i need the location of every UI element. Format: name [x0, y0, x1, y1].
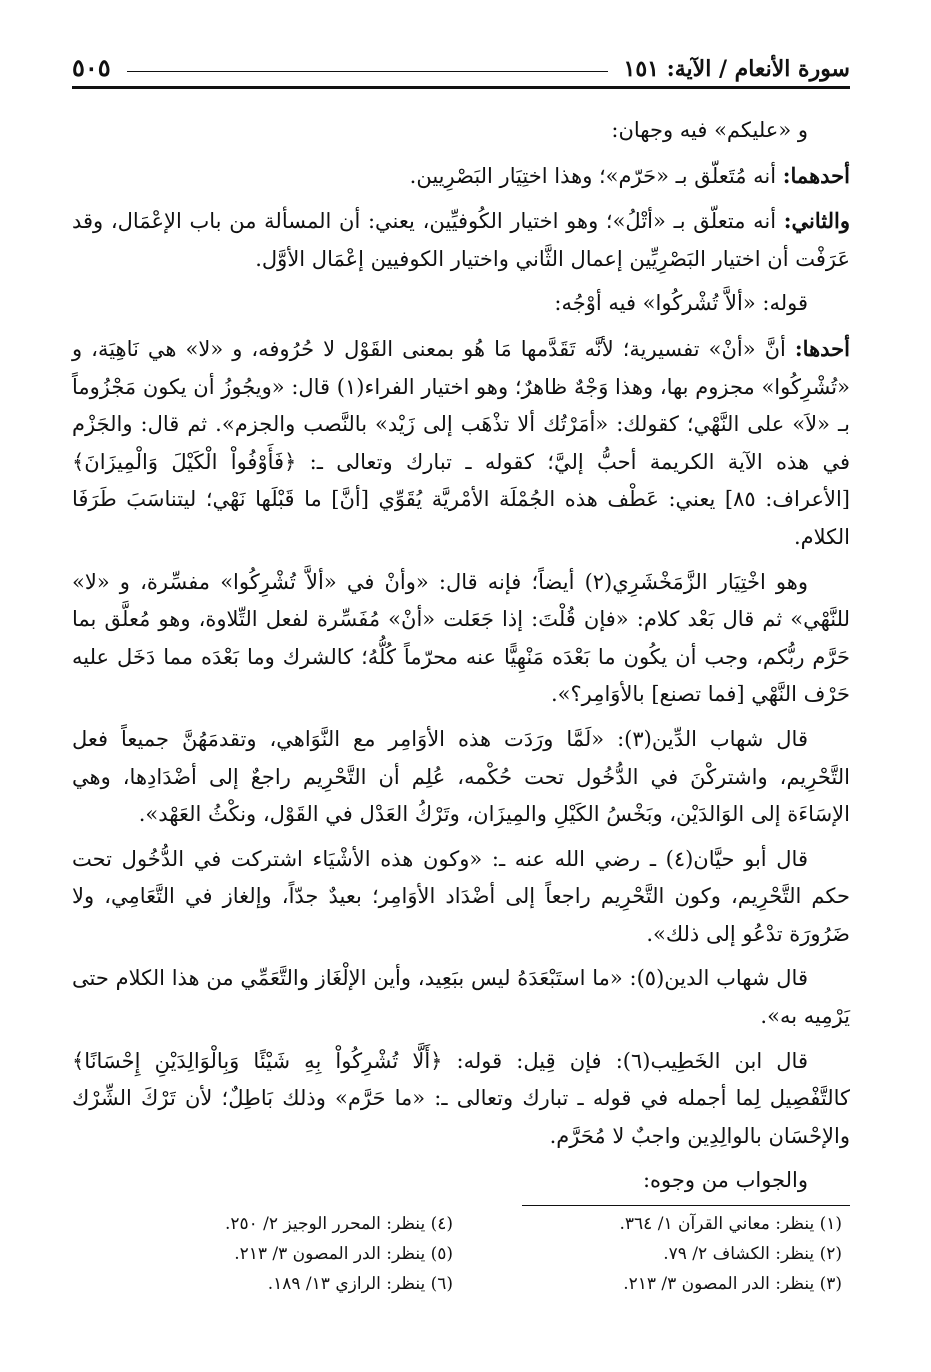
main-text: [72, 112, 850, 1207]
paragraph: [72, 841, 850, 954]
footnote-separator: [522, 1205, 850, 1206]
paragraph-text: أنه مُتَعلّق بـ «حَرّم»؛ وهذا اختِيَار البَصْرِيين.: [409, 163, 783, 188]
paragraph: [72, 202, 850, 278]
paragraph: [72, 960, 850, 1035]
paragraph-text: قوله: «ألاَّ تُشْركُوا» فيه أوْجُه:: [554, 291, 808, 316]
paragraph: [72, 1162, 850, 1200]
paragraph-label: أحدهما:: [782, 162, 850, 188]
paragraph: [72, 112, 850, 150]
paragraph-text: وهو اخْتِيَار الزَّمَخْشَرِي(٢) أيضاً؛ فإنه قال: «وأنْ في «ألاَّ تُشْرِكُوا» مفسِّرة، و «لا» للنَّهْي» ثم قال بَعْد كلام: «فإن قُلْتَ: إذا جَعَلت «أنْ» مُفَسِّرة لفعل التِّلاوة، وهو مُعلَّق بما حَرَّم ربُّكم، وجب أن يكُون ما بَعْدَه مَنْهِيًّا عنه محرّماً كُلُّهُ؛ كالشرك وما بَعْدَه مما دَخَل عليه حَرْف النَّهْي [فما تصنع] بالأوَامِر؟».: [72, 569, 850, 707]
paragraph-text: قال ابن الخَطِيب(٦): فإن قِيل: قوله: ﴿أَلَّا تُشْرِكُواْ بِهِ شَيْئًا وَبِالْوَالِدَيْنِ إِحْسَانًا﴾ كالتَّفْصِيل لِما أجمله في قوله ـ تبارك وتعالى ـ: «ما حَرَّم» وذلك بَاطِلٌ؛ لأن تَرْكَ الشِّرْك والإحْسَان بالوالِدِين واجبٌ لا مُحَرَّم.: [72, 1048, 850, 1148]
paragraph: [72, 564, 850, 714]
paragraph-text: أنَّ «أنْ» تفسيرية؛ لأنَّه تَقَدَّمها مَا هُو بمعنى القَوْل لا حُرُوفه، و «لا» هي نَاهِيَة، و «تُشْرِكُوا» مجزوم بها، وهذا وَجْهٌ ظاهرٌ؛ وهو اختيار الفراء(١) قال: «ويجُوزُ أن يكون مَجْزُوماً بـ «لاَ» على النَّهْي؛ كقولك: «أمَرْتُك ألا تذْهَب إلى زَيْد» بالنَّصب والجزم». ثم قال: والجَزْم في هذه الآية الكريمة أحبُّ إليَّ؛ كقوله ـ تبارك وتعالى ـ: ﴿فَأَوْفُواْ الْكَيْلَ وَالْمِيزَانَ﴾ [الأعراف: ٨٥] يعني: عَطْف هذه الجُمْلَة الأمْريَّة يُقَوِّي [أنَّ] ما قَبْلَها نَهْي؛ ليتناسَبَ طَرَفَا الكلام.: [72, 336, 850, 549]
footnote: (٦) ينظر: الرازي ١٣/ ١٨٩.: [267, 1274, 453, 1294]
footnote: (١) ينظر: معاني القرآن ١/ ٣٦٤.: [619, 1214, 842, 1234]
paragraph-label: أحدها:: [794, 335, 850, 361]
paragraph-text: قال شهاب الدِّين(٣): «لَمَّا ورَدَت هذه الأوَامِر مع النَّوَاهي، وتقدمَهُنَّ جميعاً فعل التَّحْرِيم، واشتركْنَ في الدُّخُول تحت حُكْمه، عُلِم أن التَّحْرِيم راجعٌ إلى أضْدَادِها، وهي الإسَاءَة إلى الوَالدَيْن، وبَخْسُ الكَيْلِ والمِيزَان، وتَرْكُ العَدْل في القَوْل، ونكْثُ العَهْد».: [72, 726, 850, 827]
footnote: (٥) ينظر: الدر المصون ٣/ ٢١٣.: [234, 1244, 453, 1264]
footnote: (٢) ينظر: الكشاف ٢/ ٧٩.: [663, 1244, 842, 1264]
paragraph: [72, 721, 850, 834]
page-number: ٥٠٥: [72, 53, 111, 82]
paragraph-text: و «عليكم» فيه وجهان:: [611, 118, 808, 142]
paragraph-label: والثاني:: [783, 208, 850, 234]
footnote: (٣) ينظر: الدر المصون ٣/ ٢١٣.: [623, 1274, 842, 1294]
paragraph-text: أنه متعلّق بـ «أتْلُ»؛ وهو اختيار الكُوفيِّين، يعني: أن المسألة من باب الإعْمَال، وقد عَرَفْت أن اختيار البَصْرِيِّين إعمال الثَّاني واختيار الكوفيين إعْمَال الأوَّل.: [72, 209, 850, 271]
footnotes: [72, 1214, 850, 1304]
paragraph: [72, 157, 850, 196]
footnote: (٤) ينظر: المحرر الوجيز ٢/ ٢٥٠.: [224, 1214, 453, 1234]
header-rule: [127, 71, 608, 72]
surah-verse-title: سورة الأنعام / الآية: ١٥١: [623, 56, 850, 82]
paragraph: [72, 330, 850, 557]
running-header: [72, 42, 850, 89]
paragraph: [72, 285, 850, 323]
paragraph-text: قال أبو حيَّان(٤) ـ رضي الله عنه ـ: «وكون هذه الأشْيَاء اشتركت في الدُّخُول تحت حكم التَّحْرِيم، وكون التَّحْرِيم راجعاً إلى أضْدَاد الأوَامِر؛ بعيدٌ جدّاً، وإلغاز في التَّعَامِي، ولا ضَرُورَة تدْعُو إلى ذلك».: [72, 846, 850, 946]
paragraph: [72, 1043, 850, 1156]
paragraph-text: قال شهاب الدين(٥): «ما استَبْعَدَهُ ليس ببَعِيد، وأين الإلْغَاز والتَّعَمِّي من هذا الكلام حتى يَرْمِيه به».: [72, 966, 850, 1029]
paragraph-text: والجواب من وجوه:: [642, 1168, 808, 1193]
